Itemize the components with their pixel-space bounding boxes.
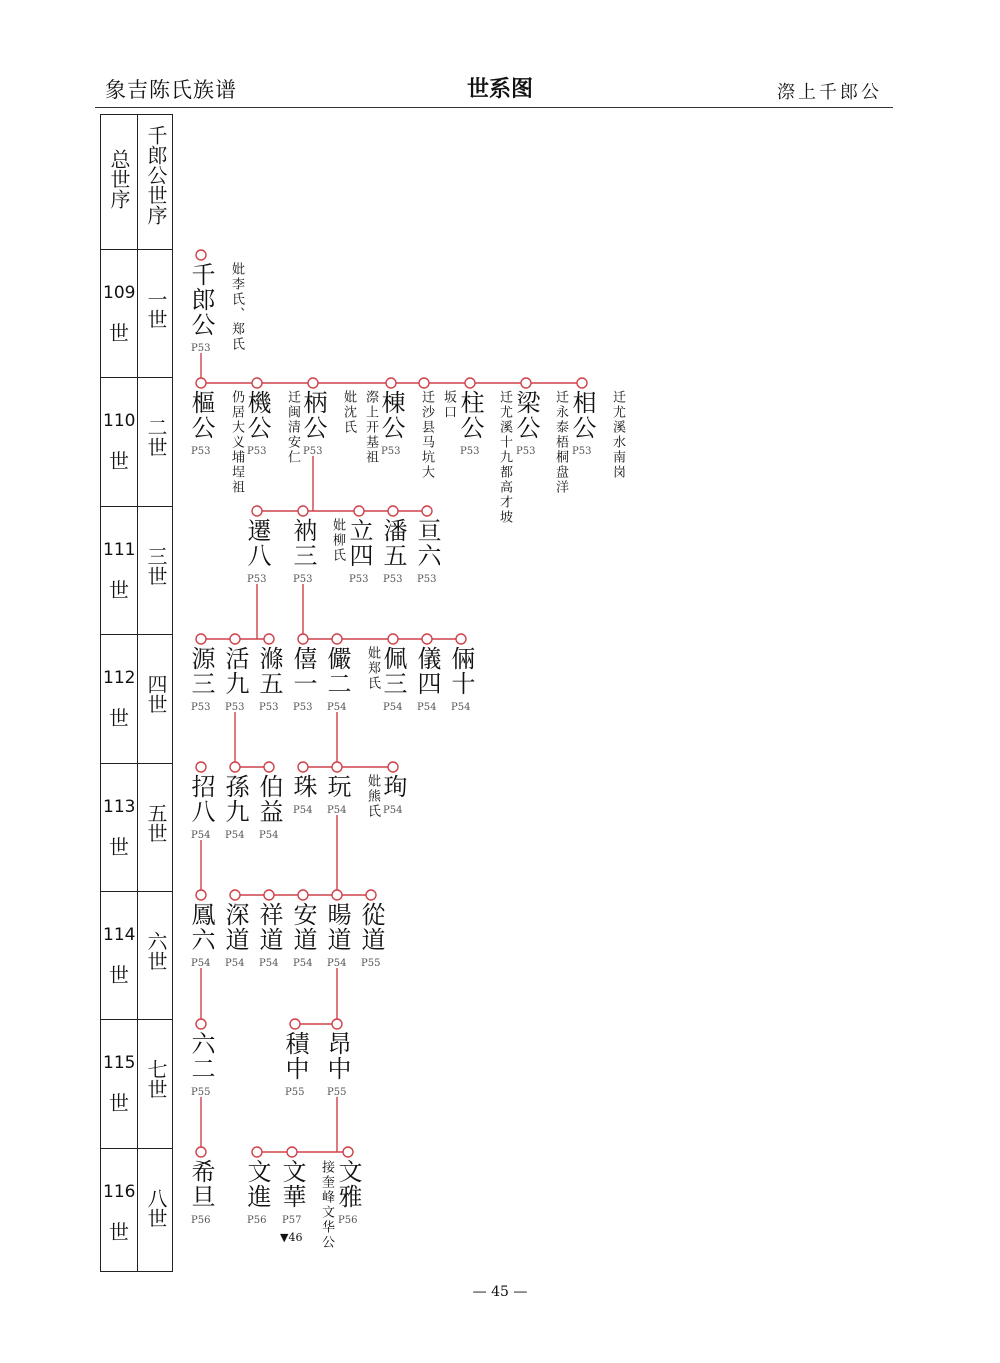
person-page-ref: P53 — [191, 702, 211, 713]
lineage-node-peisan — [388, 634, 398, 644]
generation-number: 114 — [103, 925, 136, 945]
lineage-node-fengliu — [196, 890, 206, 900]
person-page-ref: P53 — [247, 446, 267, 457]
generation-number: 113 — [103, 796, 136, 817]
person-page-ref: P54 — [417, 702, 437, 713]
person-note: 迁永泰梧桐盘洋 — [553, 390, 568, 495]
person-note: 妣熊氏 — [365, 774, 380, 819]
person-name: 遷八 — [243, 518, 271, 568]
lineage-node-yuansan — [196, 634, 206, 644]
person-name: 衲三 — [289, 518, 317, 568]
person-name: 文雅 — [334, 1159, 362, 1209]
lineage-node-luwu — [264, 634, 274, 644]
branch-generation: 五世 — [144, 802, 168, 843]
lineage-node-yaner — [332, 634, 342, 644]
person-page-ref: P55 — [191, 1087, 211, 1098]
person-page-ref: P56 — [338, 1215, 358, 1226]
person-name: 梁公 — [512, 390, 540, 440]
lineage-node-xiang — [577, 378, 587, 388]
person-page-ref: P54 — [383, 805, 403, 816]
person-page-ref: P54 — [293, 805, 313, 816]
person-page-ref: P54 — [191, 958, 211, 969]
person-page-ref: P54 — [293, 958, 313, 969]
lineage-node-huojiu — [230, 634, 240, 644]
lineage-node-xinyi — [298, 634, 308, 644]
person-note: 迁尤溪十九都高才坡 — [497, 390, 512, 525]
table-head-branch: 千郎公世序 — [144, 125, 168, 225]
person-name: 相公 — [568, 390, 596, 440]
person-name: 儼二 — [323, 646, 351, 696]
generation-number: 111 — [103, 539, 136, 560]
generation-number: 109 — [103, 283, 136, 303]
person-page-ref: P53 — [247, 574, 267, 585]
lineage-node-zhu — [465, 378, 475, 388]
person-name: 安道 — [289, 902, 317, 952]
generation-shi: 世 — [109, 577, 129, 602]
generation-shi: 世 — [109, 963, 129, 987]
lineage-node-liang — [521, 378, 531, 388]
lineage-node-qianlang — [196, 250, 206, 260]
lineage-node-xidan — [196, 1147, 206, 1157]
lineage-node-wenya — [343, 1147, 353, 1157]
header-title-center: 世系图 — [466, 77, 533, 102]
person-name: 積中 — [281, 1031, 309, 1081]
person-page-ref: P56 — [247, 1215, 267, 1226]
person-name: 珣 — [379, 774, 407, 799]
branch-generation: 三世 — [144, 545, 168, 586]
person-note: 迁闽清安仁 — [285, 390, 300, 465]
person-page-ref: P56 — [191, 1215, 211, 1226]
branch-generation: 四世 — [144, 674, 168, 715]
person-page-ref: P55 — [285, 1087, 305, 1098]
person-page-ref: P53 — [516, 446, 536, 457]
lineage-node-qianba — [252, 506, 262, 516]
person-page-ref: P57 — [282, 1215, 302, 1226]
person-name: 立四 — [345, 518, 373, 568]
lineage-node-wenjin — [252, 1147, 262, 1157]
person-page-ref: P53 — [349, 574, 369, 585]
person-note: 迁尤溪水南岗 — [610, 390, 625, 480]
lineage-node-liuer — [196, 1019, 206, 1029]
lineage-node-jizhong — [290, 1019, 300, 1029]
person-name: 玩 — [323, 774, 351, 799]
person-name: 佩三 — [379, 646, 407, 696]
person-name: 鳳六 — [187, 902, 215, 952]
generation-shi: 世 — [109, 834, 129, 859]
person-note: 漈上开基祖 — [363, 390, 378, 465]
person-name: 六二 — [187, 1031, 215, 1081]
person-note: 妣李氏、郑氏 — [229, 262, 244, 352]
lineage-node-wenhua — [287, 1147, 297, 1157]
generation-number: 112 — [103, 668, 136, 689]
lineage-node-sunjiu — [230, 762, 240, 772]
person-cross-ref: ▼46 — [280, 1231, 303, 1244]
person-note: 妣沈氏 — [341, 390, 356, 435]
person-page-ref: P54 — [225, 830, 245, 841]
person-page-ref: P53 — [303, 446, 323, 457]
generation-number: 110 — [103, 411, 136, 432]
lineage-node-nasan — [298, 506, 308, 516]
lineage-node-xiangdao — [264, 890, 274, 900]
lineage-node-ou — [196, 378, 206, 388]
person-note: 坂口 — [441, 390, 456, 420]
lineage-node-lisi — [354, 506, 364, 516]
person-name: 棟公 — [377, 390, 405, 440]
branch-generation: 二世 — [144, 417, 168, 458]
generation-shi: 世 — [109, 706, 129, 731]
generation-shi: 世 — [109, 321, 129, 345]
person-name: 倆十 — [447, 646, 475, 696]
lineage-node-shendao — [230, 890, 240, 900]
person-page-ref: P53 — [381, 446, 401, 457]
person-name: 從道 — [357, 902, 385, 952]
person-name: 儀四 — [413, 646, 441, 696]
lineage-node-andao — [298, 890, 308, 900]
person-name: 活九 — [221, 646, 249, 696]
person-name: 珠 — [289, 774, 317, 799]
lineage-node-ji — [252, 378, 262, 388]
generation-shi: 世 — [109, 1091, 129, 1116]
person-note: 妣郑氏 — [365, 646, 380, 691]
lineage-node-angzhong — [332, 1019, 342, 1029]
header-title-left: 象吉陈氏族谱 — [105, 78, 237, 102]
branch-generation: 八世 — [144, 1187, 168, 1228]
person-name: 招八 — [187, 774, 215, 824]
branch-generation: 七世 — [144, 1059, 168, 1100]
person-name: 柱公 — [456, 390, 484, 440]
person-page-ref: P53 — [225, 702, 245, 713]
person-name: 僖一 — [289, 646, 317, 696]
person-name: 昂中 — [323, 1031, 351, 1081]
person-note: 妣柳氏 — [330, 518, 345, 563]
person-page-ref: P54 — [259, 830, 279, 841]
person-page-ref: P53 — [293, 702, 313, 713]
person-name: 千郎公 — [187, 262, 215, 337]
lineage-node-xuanliu — [422, 506, 432, 516]
person-name: 希旦 — [187, 1159, 215, 1209]
person-page-ref: P53 — [383, 574, 403, 585]
page-number: — 45 — — [472, 1284, 528, 1300]
lineage-node-yisi — [422, 634, 432, 644]
person-name: 機公 — [243, 390, 271, 440]
person-name: 源三 — [187, 646, 215, 696]
person-note: 接奎峰文华公 — [319, 1160, 334, 1250]
person-name: 文華 — [278, 1159, 306, 1209]
person-page-ref: P54 — [451, 702, 471, 713]
table-head-total: 总世序 — [107, 149, 131, 209]
person-page-ref: P54 — [327, 805, 347, 816]
person-name: 深道 — [221, 902, 249, 952]
person-page-ref: P54 — [327, 958, 347, 969]
person-name: 伯益 — [255, 774, 283, 824]
person-name: 文進 — [243, 1159, 271, 1209]
lineage-node-zhu2 — [298, 762, 308, 772]
lineage-node-zhaoba — [196, 762, 206, 772]
person-page-ref: P54 — [225, 958, 245, 969]
generation-number: 115 — [103, 1053, 136, 1074]
person-name: 柄公 — [299, 390, 327, 440]
person-name: 孫九 — [221, 774, 249, 824]
person-name: 亘六 — [413, 518, 441, 568]
lineage-node-liangshi — [456, 634, 466, 644]
person-name: 樞公 — [187, 390, 215, 440]
person-page-ref: P55 — [327, 1087, 347, 1098]
lineage-node-sha — [419, 378, 429, 388]
person-page-ref: P53 — [293, 574, 313, 585]
lineage-node-yangdao — [332, 890, 342, 900]
lineage-node-panwu — [388, 506, 398, 516]
generation-number: 116 — [103, 1181, 136, 1202]
lineage-node-xun — [388, 762, 398, 772]
branch-generation: 六世 — [144, 931, 168, 971]
person-page-ref: P53 — [259, 702, 279, 713]
person-name: 祥道 — [255, 902, 283, 952]
person-name: 潘五 — [379, 518, 407, 568]
person-page-ref: P54 — [191, 830, 211, 841]
person-page-ref: P54 — [383, 702, 403, 713]
branch-generation: 一世 — [144, 289, 168, 329]
person-name: 暘道 — [323, 902, 351, 952]
lineage-node-dong — [386, 378, 396, 388]
person-page-ref: P55 — [361, 958, 381, 969]
person-page-ref: P53 — [572, 446, 592, 457]
generation-shi: 世 — [109, 449, 129, 474]
person-page-ref: P53 — [191, 343, 211, 354]
person-page-ref: P54 — [259, 958, 279, 969]
person-page-ref: P53 — [417, 574, 437, 585]
lineage-node-bing — [308, 378, 318, 388]
header-title-right: 漈上千郎公 — [777, 82, 882, 103]
lineage-node-congdao — [366, 890, 376, 900]
person-page-ref: P53 — [191, 446, 211, 457]
person-page-ref: P54 — [327, 702, 347, 713]
person-note: 仍居大义埔埕祖 — [229, 390, 244, 495]
person-note: 迁沙县马坑大 — [419, 390, 434, 480]
generation-shi: 世 — [109, 1219, 129, 1244]
lineage-node-wan — [332, 762, 342, 772]
person-name: 滌五 — [255, 646, 283, 696]
lineage-node-boyi — [264, 762, 274, 772]
person-page-ref: P53 — [460, 446, 480, 457]
